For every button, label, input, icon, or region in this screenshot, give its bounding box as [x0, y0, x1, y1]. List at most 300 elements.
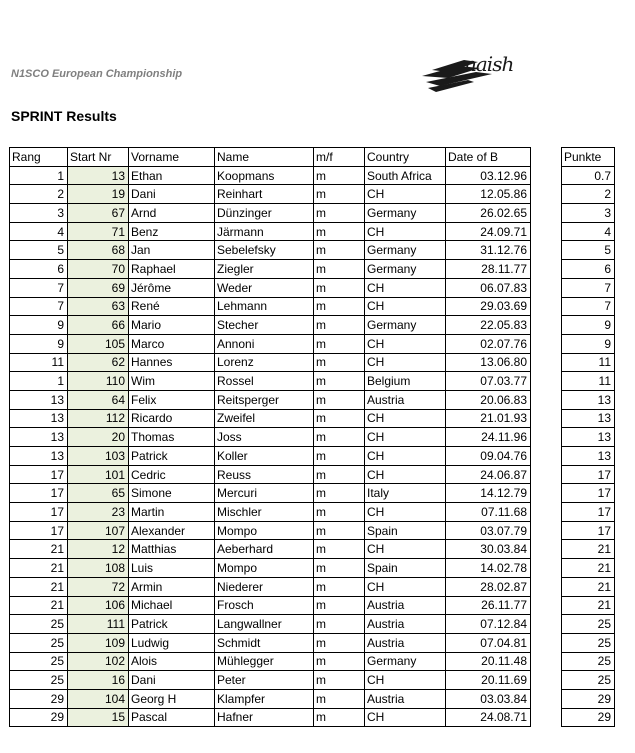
cell-mf: m	[314, 334, 365, 353]
cell-punkte: 7	[562, 297, 615, 316]
cell-name: Peter	[215, 671, 314, 690]
cell-punkte: 6	[562, 260, 615, 279]
cell-country: Germany	[365, 241, 446, 260]
cell-rang: 21	[10, 540, 68, 559]
points-row	[562, 222, 615, 241]
cell-start-nr: 16	[68, 671, 129, 690]
points-row	[562, 353, 615, 372]
cell-name: Schmidt	[215, 633, 314, 652]
table-row	[10, 596, 531, 615]
table-row	[10, 334, 531, 353]
cell-vorname: Marco	[129, 334, 215, 353]
cell-start-nr: 64	[68, 390, 129, 409]
points-row	[562, 334, 615, 353]
cell-name: Joss	[215, 428, 314, 447]
cell-dob: 24.09.71	[446, 222, 531, 241]
cell-country: Germany	[365, 652, 446, 671]
cell-vorname: Jan	[129, 241, 215, 260]
cell-vorname: Patrick	[129, 447, 215, 466]
points-row	[562, 447, 615, 466]
cell-country: CH	[365, 334, 446, 353]
cell-name: Niederer	[215, 577, 314, 596]
table-row	[10, 577, 531, 596]
cell-country: Germany	[365, 204, 446, 223]
cell-vorname: Dani	[129, 671, 215, 690]
cell-dob: 26.02.65	[446, 204, 531, 223]
cell-name: Mischler	[215, 503, 314, 522]
table-row	[10, 390, 531, 409]
cell-rang: 21	[10, 559, 68, 578]
cell-mf: m	[314, 652, 365, 671]
table-row	[10, 559, 531, 578]
cell-punkte: 4	[562, 222, 615, 241]
results-table	[9, 147, 531, 727]
cell-name: Zweifel	[215, 409, 314, 428]
cell-start-nr: 102	[68, 652, 129, 671]
table-row	[10, 222, 531, 241]
cell-country: CH	[365, 353, 446, 372]
cell-country: CH	[365, 222, 446, 241]
cell-punkte: 7	[562, 278, 615, 297]
cell-dob: 06.07.83	[446, 278, 531, 297]
cell-vorname: Ethan	[129, 166, 215, 185]
cell-name: Aeberhard	[215, 540, 314, 559]
cell-country: Austria	[365, 615, 446, 634]
cell-rang: 5	[10, 241, 68, 260]
cell-start-nr: 105	[68, 334, 129, 353]
cell-country: Germany	[365, 316, 446, 335]
cell-rang: 25	[10, 652, 68, 671]
cell-rang: 7	[10, 278, 68, 297]
cell-mf: m	[314, 540, 365, 559]
cell-start-nr: 112	[68, 409, 129, 428]
cell-rang: 21	[10, 577, 68, 596]
cell-rang: 25	[10, 615, 68, 634]
cell-start-nr: 62	[68, 353, 129, 372]
points-table	[561, 147, 615, 727]
cell-start-nr: 15	[68, 708, 129, 727]
cell-rang: 2	[10, 185, 68, 204]
cell-dob: 07.03.77	[446, 372, 531, 391]
col-header-name: Name	[215, 148, 314, 167]
cell-rang: 17	[10, 484, 68, 503]
cell-punkte: 11	[562, 372, 615, 391]
table-row	[10, 372, 531, 391]
cell-punkte: 21	[562, 577, 615, 596]
cell-rang: 1	[10, 372, 68, 391]
cell-start-nr: 70	[68, 260, 129, 279]
points-row	[562, 596, 615, 615]
cell-country: CH	[365, 577, 446, 596]
cell-dob: 20.11.69	[446, 671, 531, 690]
cell-start-nr: 68	[68, 241, 129, 260]
cell-dob: 28.02.87	[446, 577, 531, 596]
cell-country: CH	[365, 503, 446, 522]
cell-dob: 02.07.76	[446, 334, 531, 353]
cell-vorname: Raphael	[129, 260, 215, 279]
cell-rang: 29	[10, 708, 68, 727]
cell-name: Weder	[215, 278, 314, 297]
cell-vorname: Arnd	[129, 204, 215, 223]
points-row	[562, 390, 615, 409]
points-row	[562, 278, 615, 297]
cell-country: Belgium	[365, 372, 446, 391]
cell-rang: 21	[10, 596, 68, 615]
cell-mf: m	[314, 316, 365, 335]
cell-dob: 13.06.80	[446, 353, 531, 372]
cell-rang: 17	[10, 465, 68, 484]
points-row	[562, 465, 615, 484]
cell-mf: m	[314, 671, 365, 690]
cell-start-nr: 23	[68, 503, 129, 522]
cell-punkte: 5	[562, 241, 615, 260]
cell-country: CH	[365, 447, 446, 466]
cell-mf: m	[314, 484, 365, 503]
cell-country: Germany	[365, 260, 446, 279]
col-header-country: Country	[365, 148, 446, 167]
points-row	[562, 185, 615, 204]
cell-punkte: 2	[562, 185, 615, 204]
cell-mf: m	[314, 260, 365, 279]
cell-name: Lehmann	[215, 297, 314, 316]
cell-dob: 24.11.96	[446, 428, 531, 447]
cell-punkte: 9	[562, 316, 615, 335]
cell-vorname: Alexander	[129, 521, 215, 540]
cell-name: Ziegler	[215, 260, 314, 279]
cell-country: CH	[365, 297, 446, 316]
cell-dob: 31.12.76	[446, 241, 531, 260]
cell-dob: 14.02.78	[446, 559, 531, 578]
cell-start-nr: 107	[68, 521, 129, 540]
table-row	[10, 447, 531, 466]
cell-dob: 07.12.84	[446, 615, 531, 634]
cell-rang: 7	[10, 297, 68, 316]
cell-start-nr: 71	[68, 222, 129, 241]
table-row	[10, 241, 531, 260]
cell-punkte: 25	[562, 615, 615, 634]
table-row	[10, 652, 531, 671]
cell-mf: m	[314, 633, 365, 652]
cell-name: Rossel	[215, 372, 314, 391]
cell-name: Mühlegger	[215, 652, 314, 671]
cell-vorname: Ricardo	[129, 409, 215, 428]
cell-rang: 13	[10, 409, 68, 428]
cell-punkte: 13	[562, 428, 615, 447]
cell-country: CH	[365, 540, 446, 559]
cell-punkte: 13	[562, 390, 615, 409]
cell-country: Austria	[365, 596, 446, 615]
points-row	[562, 372, 615, 391]
naish-logo	[418, 46, 556, 96]
cell-country: Austria	[365, 633, 446, 652]
cell-country: CH	[365, 465, 446, 484]
cell-punkte: 17	[562, 484, 615, 503]
cell-mf: m	[314, 222, 365, 241]
cell-rang: 13	[10, 447, 68, 466]
cell-vorname: Michael	[129, 596, 215, 615]
cell-start-nr: 109	[68, 633, 129, 652]
cell-rang: 11	[10, 353, 68, 372]
cell-name: Reuss	[215, 465, 314, 484]
cell-name: Koller	[215, 447, 314, 466]
cell-start-nr: 111	[68, 615, 129, 634]
cell-mf: m	[314, 708, 365, 727]
cell-mf: m	[314, 372, 365, 391]
cell-start-nr: 110	[68, 372, 129, 391]
table-row	[10, 633, 531, 652]
cell-mf: m	[314, 503, 365, 522]
table-row	[10, 689, 531, 708]
cell-country: CH	[365, 278, 446, 297]
points-header-row	[562, 148, 615, 167]
cell-rang: 25	[10, 633, 68, 652]
cell-rang: 13	[10, 428, 68, 447]
cell-dob: 03.03.84	[446, 689, 531, 708]
cell-vorname: Simone	[129, 484, 215, 503]
cell-start-nr: 63	[68, 297, 129, 316]
table-row	[10, 204, 531, 223]
cell-vorname: Alois	[129, 652, 215, 671]
cell-punkte: 3	[562, 204, 615, 223]
cell-punkte: 17	[562, 503, 615, 522]
cell-name: Koopmans	[215, 166, 314, 185]
cell-rang: 3	[10, 204, 68, 223]
table-row	[10, 278, 531, 297]
cell-dob: 28.11.77	[446, 260, 531, 279]
table-row	[10, 260, 531, 279]
cell-dob: 22.05.83	[446, 316, 531, 335]
cell-punkte: 9	[562, 334, 615, 353]
cell-punkte: 21	[562, 559, 615, 578]
cell-mf: m	[314, 447, 365, 466]
cell-name: Järmann	[215, 222, 314, 241]
cell-vorname: Matthias	[129, 540, 215, 559]
table-row	[10, 409, 531, 428]
cell-dob: 24.08.71	[446, 708, 531, 727]
points-row	[562, 204, 615, 223]
points-row	[562, 521, 615, 540]
cell-vorname: Thomas	[129, 428, 215, 447]
cell-dob: 12.05.86	[446, 185, 531, 204]
cell-name: Lorenz	[215, 353, 314, 372]
cell-start-nr: 67	[68, 204, 129, 223]
cell-mf: m	[314, 596, 365, 615]
cell-dob: 21.01.93	[446, 409, 531, 428]
col-header-punkte: Punkte	[562, 148, 615, 167]
cell-punkte: 13	[562, 447, 615, 466]
col-header-rang: Rang	[10, 148, 68, 167]
cell-mf: m	[314, 166, 365, 185]
cell-start-nr: 12	[68, 540, 129, 559]
cell-country: Spain	[365, 521, 446, 540]
cell-rang: 9	[10, 316, 68, 335]
table-row	[10, 503, 531, 522]
cell-vorname: Wim	[129, 372, 215, 391]
cell-start-nr: 103	[68, 447, 129, 466]
cell-dob: 07.11.68	[446, 503, 531, 522]
cell-start-nr: 101	[68, 465, 129, 484]
points-row	[562, 297, 615, 316]
points-row	[562, 503, 615, 522]
cell-mf: m	[314, 241, 365, 260]
points-row	[562, 615, 615, 634]
cell-start-nr: 106	[68, 596, 129, 615]
cell-punkte: 29	[562, 708, 615, 727]
points-row	[562, 708, 615, 727]
cell-mf: m	[314, 577, 365, 596]
cell-rang: 4	[10, 222, 68, 241]
header-row	[10, 148, 531, 167]
cell-country: Austria	[365, 390, 446, 409]
cell-name: Mompo	[215, 559, 314, 578]
cell-vorname: Martin	[129, 503, 215, 522]
cell-country: CH	[365, 428, 446, 447]
table-row	[10, 428, 531, 447]
cell-name: Annoni	[215, 334, 314, 353]
cell-vorname: Jérôme	[129, 278, 215, 297]
points-row	[562, 652, 615, 671]
cell-rang: 6	[10, 260, 68, 279]
cell-mf: m	[314, 204, 365, 223]
cell-start-nr: 104	[68, 689, 129, 708]
cell-country: CH	[365, 185, 446, 204]
cell-mf: m	[314, 297, 365, 316]
cell-country: Austria	[365, 689, 446, 708]
points-row	[562, 409, 615, 428]
cell-name: Mercuri	[215, 484, 314, 503]
cell-dob: 03.12.96	[446, 166, 531, 185]
cell-dob: 07.04.81	[446, 633, 531, 652]
table-row	[10, 540, 531, 559]
cell-name: Dünzinger	[215, 204, 314, 223]
points-row	[562, 671, 615, 690]
points-row	[562, 559, 615, 578]
cell-start-nr: 19	[68, 185, 129, 204]
event-title: N1SCO European Championship	[11, 68, 183, 80]
cell-start-nr: 65	[68, 484, 129, 503]
cell-mf: m	[314, 615, 365, 634]
cell-name: Sebelefsky	[215, 241, 314, 260]
cell-mf: m	[314, 409, 365, 428]
cell-name: Stecher	[215, 316, 314, 335]
cell-rang: 13	[10, 390, 68, 409]
cell-dob: 29.03.69	[446, 297, 531, 316]
cell-dob: 03.07.79	[446, 521, 531, 540]
table-row	[10, 316, 531, 335]
cell-punkte: 21	[562, 596, 615, 615]
table-row	[10, 521, 531, 540]
table-row	[10, 166, 531, 185]
cell-name: Langwallner	[215, 615, 314, 634]
points-row	[562, 241, 615, 260]
cell-vorname: Mario	[129, 316, 215, 335]
cell-vorname: René	[129, 297, 215, 316]
col-header-dob: Date of B	[446, 148, 531, 167]
cell-vorname: Dani	[129, 185, 215, 204]
cell-country: CH	[365, 409, 446, 428]
points-row	[562, 428, 615, 447]
logo-text: naish	[464, 52, 514, 76]
cell-vorname: Ludwig	[129, 633, 215, 652]
cell-mf: m	[314, 390, 365, 409]
table-row	[10, 353, 531, 372]
cell-punkte: 17	[562, 521, 615, 540]
cell-start-nr: 72	[68, 577, 129, 596]
cell-start-nr: 69	[68, 278, 129, 297]
cell-vorname: Armin	[129, 577, 215, 596]
col-header-mf: m/f	[314, 148, 365, 167]
cell-punkte: 29	[562, 689, 615, 708]
table-row	[10, 671, 531, 690]
cell-punkte: 13	[562, 409, 615, 428]
col-header-vorname: Vorname	[129, 148, 215, 167]
cell-punkte: 25	[562, 652, 615, 671]
cell-dob: 09.04.76	[446, 447, 531, 466]
cell-mf: m	[314, 353, 365, 372]
points-row	[562, 316, 615, 335]
cell-punkte: 21	[562, 540, 615, 559]
page-title: SPRINT Results	[11, 108, 117, 124]
cell-vorname: Hannes	[129, 353, 215, 372]
cell-country: South Africa	[365, 166, 446, 185]
points-row	[562, 166, 615, 185]
cell-mf: m	[314, 278, 365, 297]
points-row	[562, 633, 615, 652]
cell-vorname: Felix	[129, 390, 215, 409]
cell-country: CH	[365, 671, 446, 690]
cell-start-nr: 13	[68, 166, 129, 185]
cell-name: Hafner	[215, 708, 314, 727]
cell-mf: m	[314, 559, 365, 578]
cell-dob: 20.11.48	[446, 652, 531, 671]
cell-mf: m	[314, 185, 365, 204]
cell-start-nr: 66	[68, 316, 129, 335]
points-row	[562, 260, 615, 279]
cell-mf: m	[314, 689, 365, 708]
cell-vorname: Pascal	[129, 708, 215, 727]
table-row	[10, 708, 531, 727]
cell-dob: 26.11.77	[446, 596, 531, 615]
cell-country: CH	[365, 708, 446, 727]
table-row	[10, 185, 531, 204]
cell-rang: 29	[10, 689, 68, 708]
cell-punkte: 25	[562, 671, 615, 690]
cell-country: Spain	[365, 559, 446, 578]
cell-start-nr: 108	[68, 559, 129, 578]
cell-dob: 30.03.84	[446, 540, 531, 559]
table-row	[10, 465, 531, 484]
cell-rang: 17	[10, 503, 68, 522]
cell-vorname: Benz	[129, 222, 215, 241]
cell-country: Italy	[365, 484, 446, 503]
cell-vorname: Patrick	[129, 615, 215, 634]
cell-vorname: Georg H	[129, 689, 215, 708]
col-header-start-nr: Start Nr	[68, 148, 129, 167]
points-row	[562, 577, 615, 596]
cell-rang: 9	[10, 334, 68, 353]
cell-name: Mompo	[215, 521, 314, 540]
cell-rang: 25	[10, 671, 68, 690]
cell-name: Reitsperger	[215, 390, 314, 409]
cell-mf: m	[314, 465, 365, 484]
cell-name: Klampfer	[215, 689, 314, 708]
table-row	[10, 297, 531, 316]
cell-dob: 20.06.83	[446, 390, 531, 409]
cell-dob: 24.06.87	[446, 465, 531, 484]
points-row	[562, 689, 615, 708]
table-row	[10, 484, 531, 503]
cell-rang: 17	[10, 521, 68, 540]
